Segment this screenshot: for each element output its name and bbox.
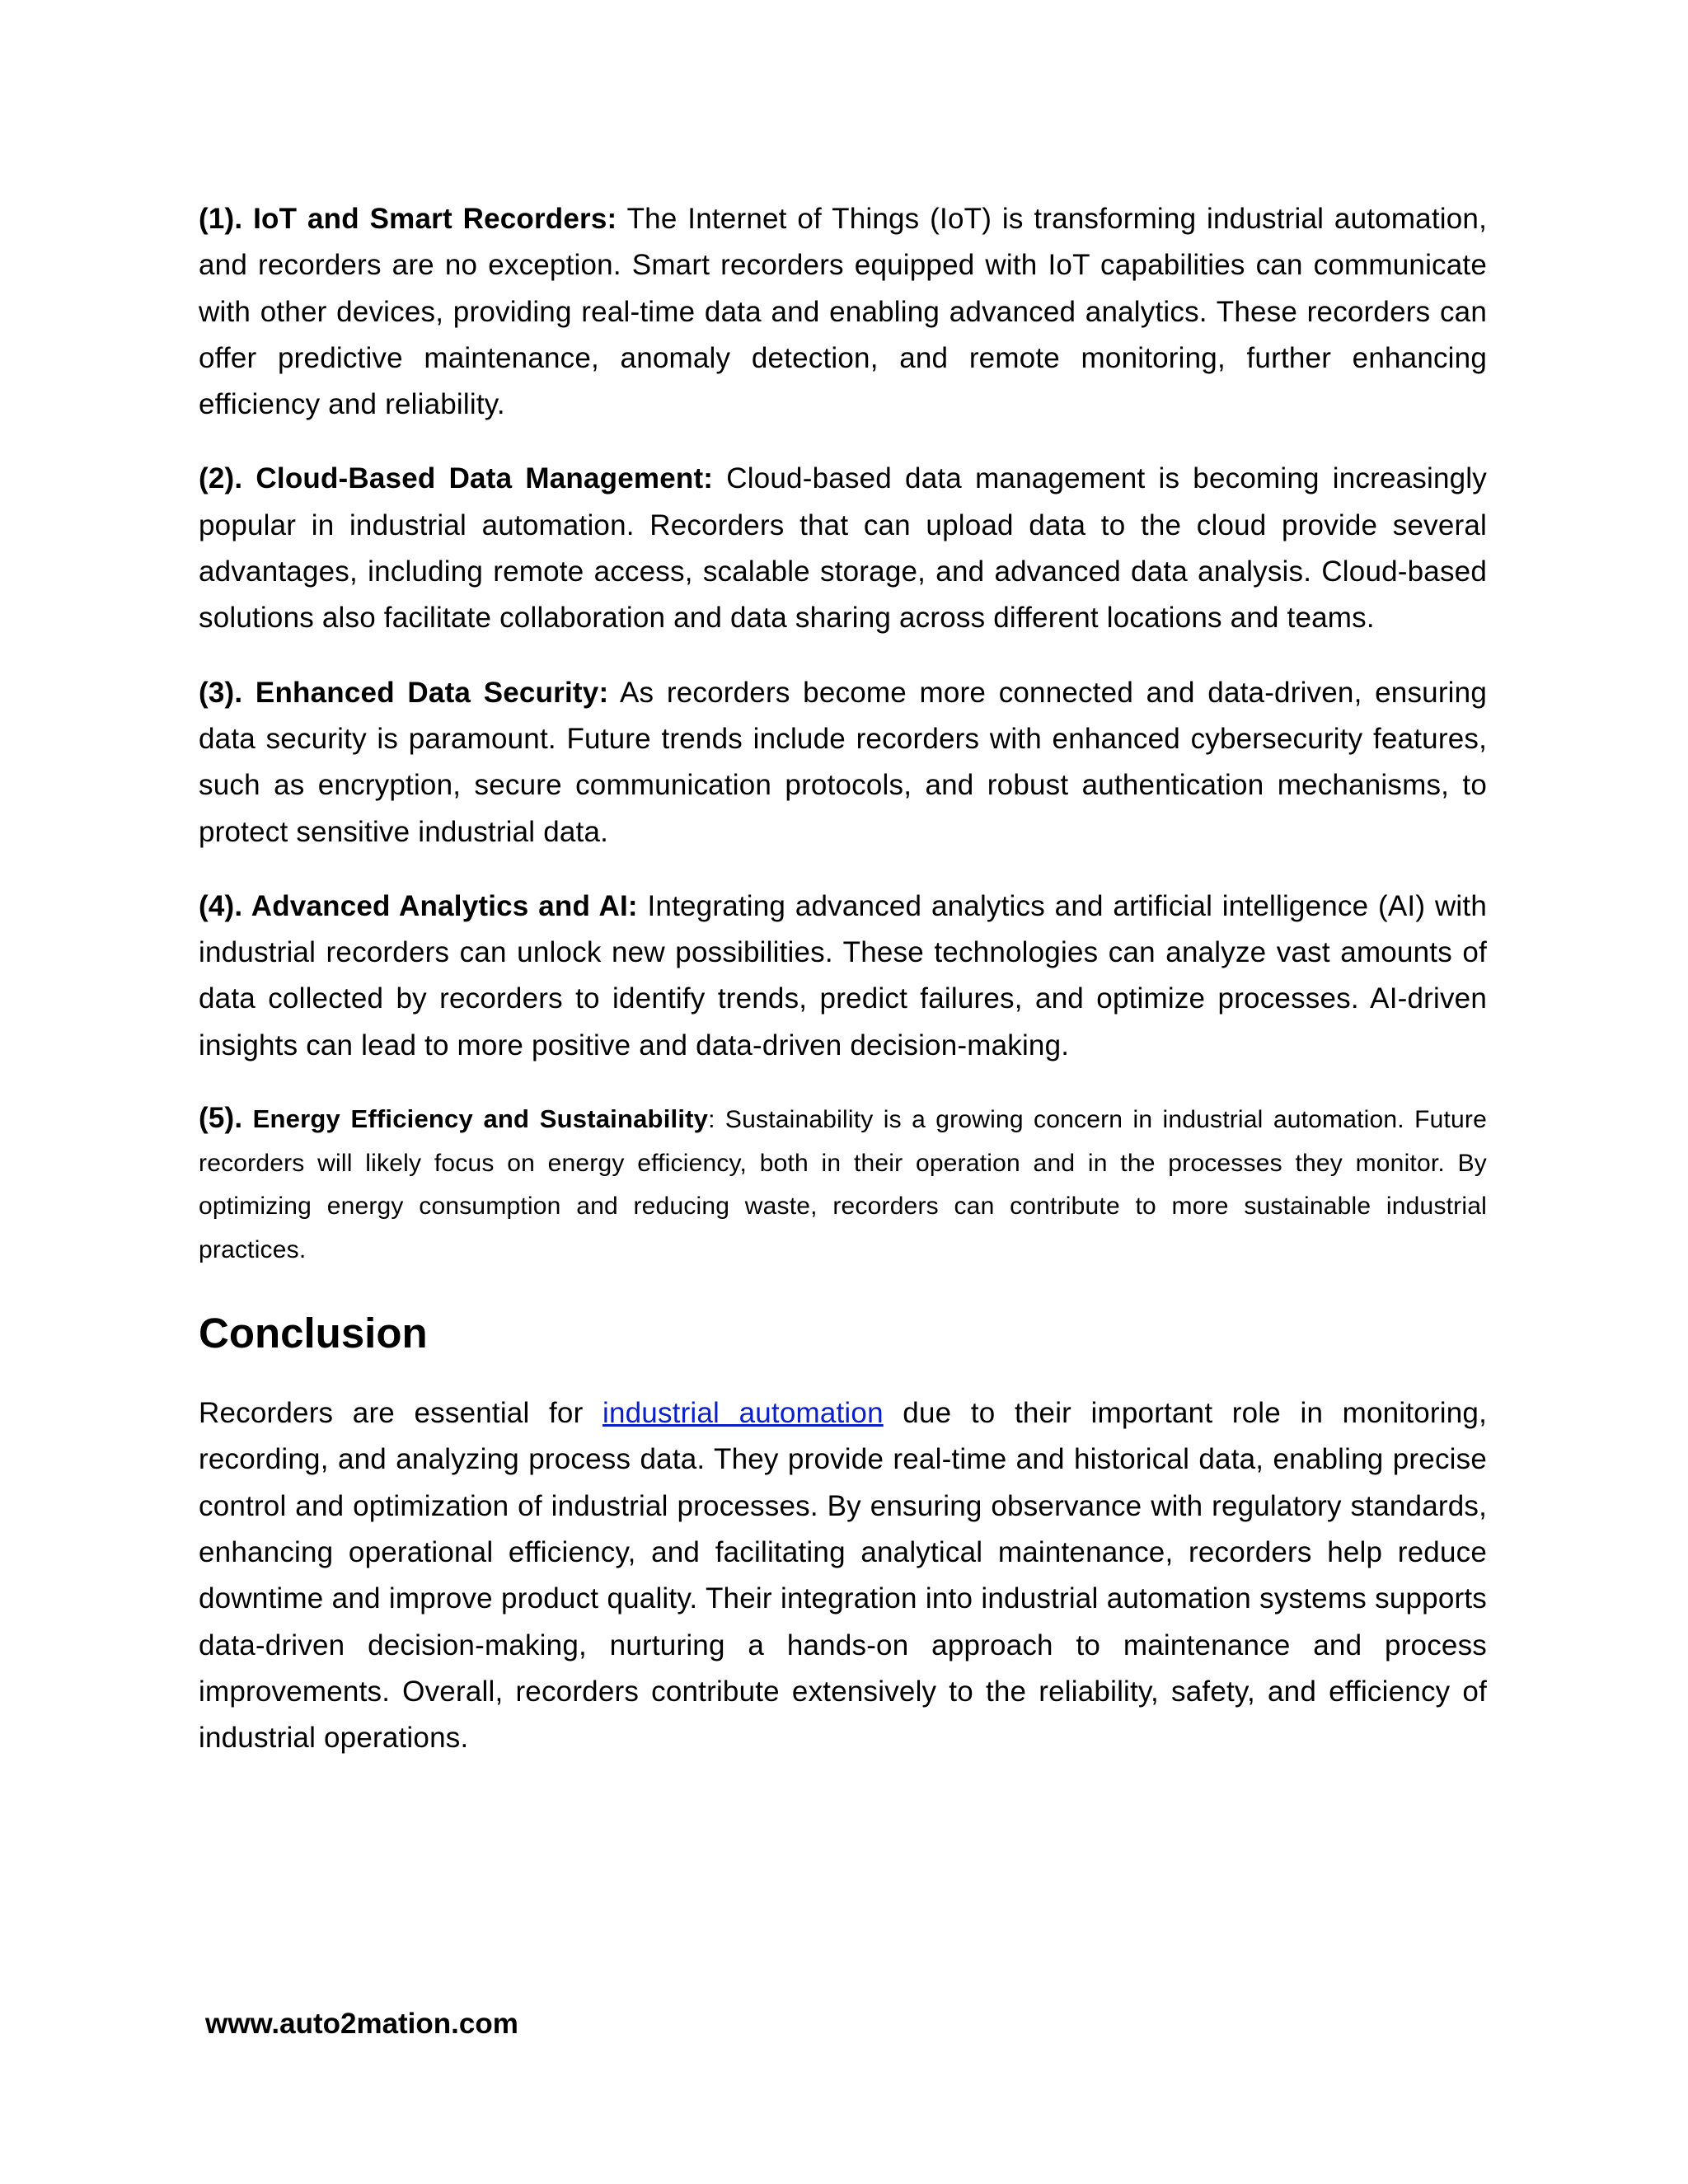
section-heading: (3). Enhanced Data Security: — [199, 676, 609, 709]
section-number: (5). — [199, 1102, 243, 1135]
industrial-automation-link[interactable]: industrial automation — [602, 1397, 884, 1430]
section-heading: (4). Advanced Analytics and AI: — [199, 889, 638, 922]
section-body: The Internet of Things (IoT) is transforming industrial automation, and recorders are no exception. Smart recorders equipped with IoT capabilities can communicate with other devices, providing real-time data and enabling advanced analytics. These recorders can offer predictive maintenance, anomaly detection, and remote monitoring, further enhancing efficiency and reliability. — [199, 203, 1487, 421]
section-enhanced-data-security — [199, 670, 1487, 855]
section-heading: (2). Cloud-Based Data Management: — [199, 462, 714, 495]
conclusion-heading: Conclusion — [199, 1310, 428, 1357]
section-body: Integrating advanced analytics and artificial intelligence (AI) with industrial recorders can unlock new possibilities. These technologies can analyze vast amounts of data collected by recorders to identify trends, predict failures, and optimize processes. AI-driven insights can lead to more positive and data-driven decision-making. — [199, 889, 1487, 1062]
page-content — [199, 196, 1487, 1789]
conclusion-paragraph — [199, 1390, 1487, 1761]
conclusion-text-end: due to their important role in monitoring, recording, and analyzing process data. They provide real-time and historical data, enabling precise control and optimization of industrial processes. By ensuring observance with regulatory standards, enhancing operational efficiency, and facilitating analytical maintenance, recorders help reduce downtime and improve product quality. Their integration into industrial automation systems supports data-driven decision-making, nurturing a hands-on approach to maintenance and process improvements. Overall, recorders contribute extensively to the reliability, safety, and efficiency of industrial operations. — [199, 1397, 1488, 1755]
conclusion-text-start: Recorders are essential for — [199, 1397, 603, 1430]
section-body: Cloud-based data management is becoming increasingly popular in industrial automation. Recorders that can upload data to the cloud provide several advantages, including remote access, scalable storage, and advanced data analysis. Cloud-based solutions also facilitate collaboration and data sharing across different locations and teams. — [199, 462, 1487, 635]
section-iot-smart-recorders — [199, 196, 1487, 428]
footer-website-url: www.auto2mation.com — [205, 2008, 518, 2040]
section-cloud-data-management — [199, 456, 1487, 641]
section-body: : Sustainability is a growing concern in industrial automation. Future recorders will likely focus on energy efficiency, both in their operation and in the processes they monitor. By optimizing energy consumption and reducing waste, recorders can contribute to more sustainable industrial practices. — [199, 1106, 1487, 1263]
section-heading: (1). IoT and Smart Recorders: — [199, 203, 617, 235]
section-body: As recorders become more connected and data-driven, ensuring data security is paramount. Future trends include recorders with enhanced cybersecurity features, such as encryption, secure communication protocols, and robust authentication mechanisms, to protect sensitive industrial data. — [199, 676, 1487, 848]
section-advanced-analytics-ai — [199, 883, 1487, 1069]
section-energy-efficiency — [199, 1097, 1487, 1272]
section-heading: Energy Efficiency and Sustainability — [252, 1104, 709, 1134]
